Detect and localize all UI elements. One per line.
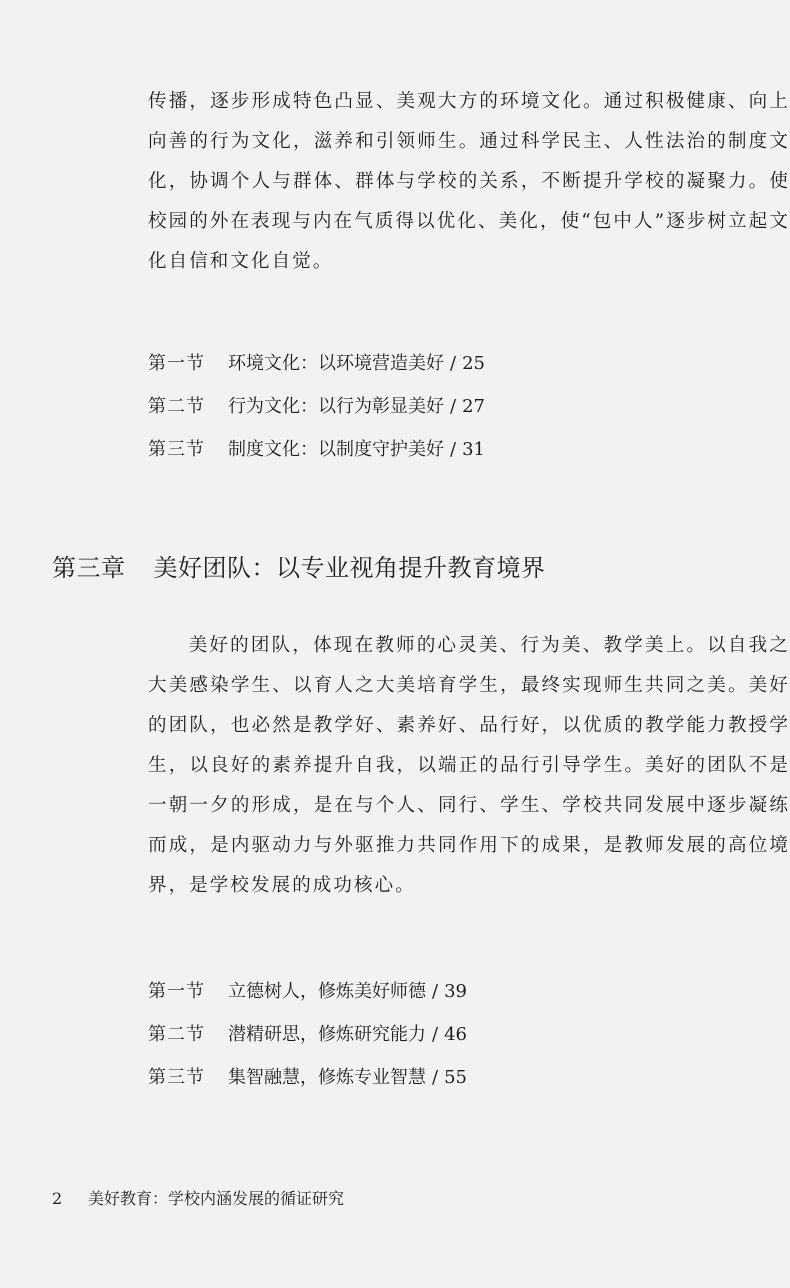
toc-entry[interactable]: [148, 1056, 467, 1099]
toc-section-number: 第二节: [148, 396, 205, 417]
toc-separator: /: [450, 353, 457, 374]
toc-separator: /: [432, 981, 439, 1002]
chapter-number: 第三章: [52, 554, 126, 582]
toc-separator: /: [432, 1067, 439, 1088]
toc-section-title: 集智融慧，修炼专业智慧: [228, 1067, 426, 1088]
intro-paragraph: 传播，逐步形成特色凸显、美观大方的环境文化。通过积极健康、向上向善的行为文化，滋养和引领师生。通过科学民主、人性法治的制度文化，协调个人与群体、群体与学校的关系，不断提升学校的凝聚力。使校园的外在表现与内在气质得以优化、美化，使“包中人”逐步树立起文化自信和文化自觉。: [148, 91, 790, 272]
toc-page-number: 55: [444, 1067, 467, 1088]
toc-section-title: 潜精研思，修炼研究能力: [228, 1024, 426, 1045]
toc-list-chapter-3: [148, 970, 467, 1099]
toc-separator: /: [450, 396, 457, 417]
toc-section-title: 环境文化：以环境营造美好: [228, 353, 444, 374]
running-book-title: 美好教育：学校内涵发展的循证研究: [88, 1189, 345, 1208]
chapter-heading: [52, 548, 546, 583]
toc-separator: /: [432, 1024, 439, 1045]
chapter-intro-paragraph: 美好的团队，体现在教师的心灵美、行为美、教学美上。以自我之大美感染学生、以育人之大美培育学生，最终实现师生共同之美。美好的团队，也必然是教学好、素养好、品行好，以优质的教学能力教授学生，以良好的素养提升自我，以端正的品行引导学生。美好的团队不是一朝一夕的形成，是在与个人、同行、学生、学校共同发展中逐步凝练而成，是内驱动力与外驱推力共同作用下的成果，是教师发展的高位境界，是学校发展的成功核心。: [148, 635, 790, 896]
page-number: 2: [52, 1189, 63, 1208]
page-footer: [52, 1186, 344, 1209]
toc-page-number: 25: [462, 353, 485, 374]
toc-section-number: 第三节: [148, 1067, 205, 1088]
toc-section-number: 第二节: [148, 1024, 205, 1045]
toc-separator: /: [450, 439, 457, 460]
toc-section-title: 立德树人，修炼美好师德: [228, 981, 426, 1002]
toc-entry[interactable]: [148, 970, 467, 1013]
toc-page-number: 27: [462, 396, 485, 417]
toc-entry[interactable]: [148, 428, 485, 471]
toc-section-number: 第一节: [148, 981, 205, 1002]
toc-page-number: 46: [444, 1024, 467, 1045]
toc-section-number: 第一节: [148, 353, 205, 374]
chapter-title: 美好团队：以专业视角提升教育境界: [153, 554, 546, 582]
toc-entry[interactable]: [148, 342, 485, 385]
toc-page-number: 39: [444, 981, 467, 1002]
toc-entry[interactable]: [148, 1013, 467, 1056]
toc-list-chapter-2: [148, 342, 485, 471]
toc-section-title: 行为文化：以行为彰显美好: [228, 396, 444, 417]
toc-section-title: 制度文化：以制度守护美好: [228, 439, 444, 460]
toc-page-number: 31: [462, 439, 485, 460]
toc-entry[interactable]: [148, 385, 485, 428]
toc-section-number: 第三节: [148, 439, 205, 460]
